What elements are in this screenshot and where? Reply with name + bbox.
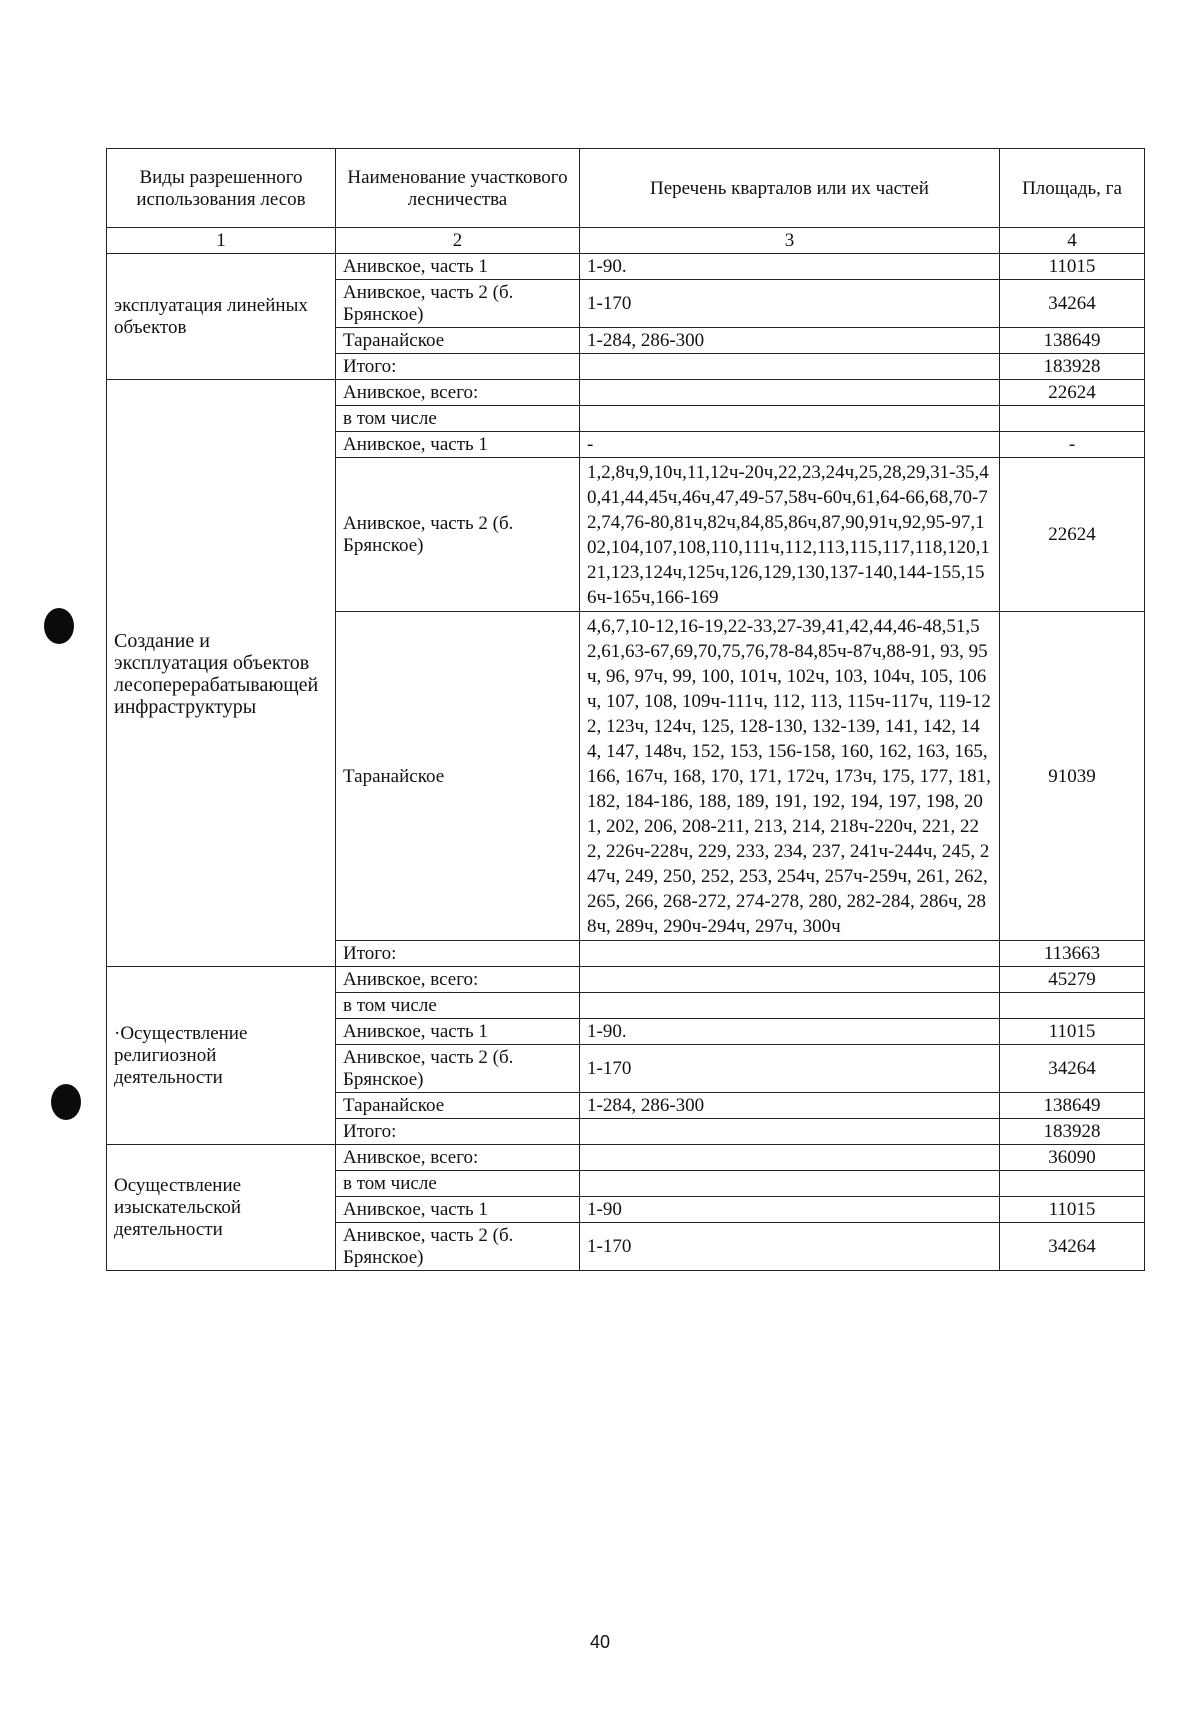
quarters-cell [580,967,1000,993]
quarters-cell [580,1145,1000,1171]
page-number: 40 [589,1632,611,1652]
header-forestry-name: Наименование участкового лесничества [336,149,580,228]
area-cell: 91039 [1000,612,1145,941]
header-quarters-list: Перечень кварталов или их частей [580,149,1000,228]
forestry-cell: Анивское, часть 2 (б. Брянское) [336,458,580,612]
forestry-cell: Таранайское [336,1093,580,1119]
area-cell [1000,993,1145,1019]
table-header-row [107,149,1145,228]
quarters-cell: 1-90. [580,1019,1000,1045]
area-cell: 22624 [1000,380,1145,406]
quarters-cell: 1-170 [580,1045,1000,1093]
quarters-cell: 1-170 [580,280,1000,328]
header-use-type: Виды разрешенного использования лесов [107,149,336,228]
forest-use-table [106,148,1145,1271]
column-number: 3 [580,228,1000,254]
binder-hole-mark [44,608,74,644]
area-cell: 36090 [1000,1145,1145,1171]
quarters-cell: 1-284, 286-300 [580,328,1000,354]
area-cell: 11015 [1000,254,1145,280]
use-type-cell: Создание и эксплуатация объектов лесоперерабатывающей инфраструктуры [107,380,336,967]
area-cell: 45279 [1000,967,1145,993]
quarters-cell: - [580,432,1000,458]
column-number: 4 [1000,228,1145,254]
area-cell: 11015 [1000,1197,1145,1223]
quarters-cell [580,380,1000,406]
forestry-cell: в том числе [336,993,580,1019]
quarters-cell [580,993,1000,1019]
total-label: Итого: [336,354,580,380]
table-row [107,254,1145,280]
quarters-cell: 1-90. [580,254,1000,280]
quarters-cell [580,406,1000,432]
total-label: Итого: [336,1119,580,1145]
column-number: 1 [107,228,336,254]
forestry-cell: Анивское, всего: [336,1145,580,1171]
area-cell: 34264 [1000,1223,1145,1271]
area-cell: 34264 [1000,280,1145,328]
total-area: 113663 [1000,941,1145,967]
use-type-cell: Осуществление изыскательской деятельности [107,1145,336,1271]
forestry-cell: Анивское, часть 2 (б. Брянское) [336,1223,580,1271]
table-row [107,380,1145,406]
quarters-cell [580,1171,1000,1197]
forestry-cell: Анивское, часть 2 (б. Брянское) [336,280,580,328]
column-number: 2 [336,228,580,254]
quarters-cell: 1,2,8ч,9,10ч,11,12ч-20ч,22,23,24ч,25,28,29,31-35,40,41,44,45ч,46ч,47,49-57,58ч-60ч,61,64-66,68,70-72,74,76-80,81ч,82ч,84,85,86ч,87,90,91ч,92,95-97,102,104,107,108,110,111ч,112,113,115,117,118,120,121,123,124ч,125ч,126,129,130,137-140,144-155,156ч-165ч,166-169 [580,458,1000,612]
forestry-cell: Анивское, часть 1 [336,1197,580,1223]
forestry-cell: Анивское, часть 2 (б. Брянское) [336,1045,580,1093]
total-area: 183928 [1000,1119,1145,1145]
area-cell: 11015 [1000,1019,1145,1045]
total-label: Итого: [336,941,580,967]
quarters-cell: 1-90 [580,1197,1000,1223]
quarters-cell: 1-284, 286-300 [580,1093,1000,1119]
area-cell [1000,406,1145,432]
quarters-cell: 4,6,7,10-12,16-19,22-33,27-39,41,42,44,46-48,51,52,61,63-67,69,70,75,76,78-84,85ч-87ч,88-91, 93, 95ч, 96, 97ч, 99, 100, 101ч, 102ч, 103, 104ч, 105, 106ч, 107, 108, 109ч-111ч, 112, 113, 115ч-117ч, 119-122, 123ч, 124ч, 125, 128-130, 132-139, 141, 142, 144, 147, 148ч, 152, 153, 156-158, 160, 162, 163, 165, 166, 167ч, 168, 170, 171, 172ч, 173ч, 175, 177, 181, 182, 184-186, 188, 189, 191, 192, 194, 197, 198, 201, 202, 206, 208-211, 213, 214, 218ч-220ч, 221, 222, 226ч-228ч, 229, 233, 234, 237, 241ч-244ч, 245, 247ч, 249, 250, 252, 253, 254ч, 257ч-259ч, 261, 262, 265, 266, 268-272, 274-278, 280, 282-284, 286ч, 288ч, 289ч, 290ч-294ч, 297ч, 300ч [580,612,1000,941]
forestry-cell: Таранайское [336,328,580,354]
binder-hole-mark [51,1084,81,1120]
column-numbers-row [107,228,1145,254]
total-area: 183928 [1000,354,1145,380]
quarters-cell [580,941,1000,967]
forestry-cell: Анивское, всего: [336,380,580,406]
table-row [107,1145,1145,1171]
area-cell: 22624 [1000,458,1145,612]
use-type-cell: эксплуатация линейных объектов [107,254,336,380]
forestry-cell: Анивское, всего: [336,967,580,993]
area-cell: - [1000,432,1145,458]
table-row [107,967,1145,993]
area-cell: 34264 [1000,1045,1145,1093]
forestry-cell: Анивское, часть 1 [336,432,580,458]
area-cell: 138649 [1000,1093,1145,1119]
forestry-cell: Таранайское [336,612,580,941]
area-cell [1000,1171,1145,1197]
quarters-cell [580,354,1000,380]
forestry-cell: в том числе [336,1171,580,1197]
forestry-cell: Анивское, часть 1 [336,1019,580,1045]
use-type-cell: ·Осуществление религиозной деятельности [107,967,336,1145]
area-cell: 138649 [1000,328,1145,354]
forestry-cell: в том числе [336,406,580,432]
forestry-cell: Анивское, часть 1 [336,254,580,280]
quarters-cell: 1-170 [580,1223,1000,1271]
header-area: Площадь, га [1000,149,1145,228]
quarters-cell [580,1119,1000,1145]
